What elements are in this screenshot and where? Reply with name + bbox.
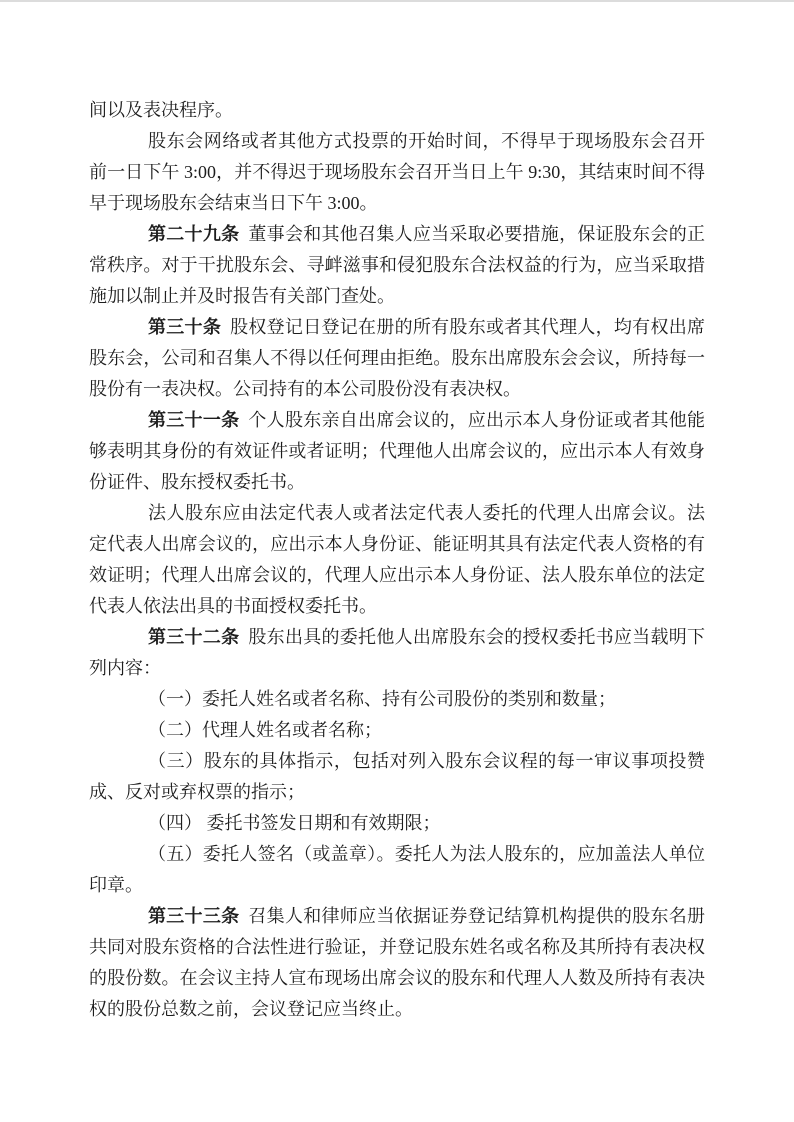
paragraph-text: （三）股东的具体指示，包括对列入股东会议程的每一审议事项投赞成、反对或弃权票的指示；	[89, 751, 705, 802]
article-33-paragraph	[89, 901, 705, 1025]
document-text-block	[89, 95, 705, 1025]
paragraph-text: 个人股东亲自出席会议的，应出示本人身份证或者其他能够表明其身份的有效证件或者证明；代理他人出席会议的，应出示本人有效身份证件、股东授权委托书。	[89, 410, 706, 492]
legal-person-shareholder-paragraph	[89, 498, 705, 622]
article-31-number: 第三十一条	[148, 410, 240, 430]
paragraph-text: 间以及表决程序。	[89, 100, 233, 120]
continuation-paragraph	[89, 95, 705, 126]
paragraph-text: 召集人和律师应当依据证券登记结算机构提供的股东名册共同对股东资格的合法性进行验证，并登记股东姓名或名称及其所持有表决权的股份数。在会议主持人宣布现场出席会议的股东和代理人人数及所持有表决权的股份总数之前，会议登记应当终止。	[89, 906, 706, 1019]
paragraph-text: 股权登记日登记在册的所有股东或者其代理人，均有权出席股东会，公司和召集人不得以任何理由拒绝。股东出席股东会会议，所持每一股份有一表决权。公司持有的本公司股份没有表决权。	[89, 317, 706, 399]
article-30-paragraph	[89, 312, 705, 405]
paragraph-text: （二）代理人姓名或者名称；	[148, 720, 382, 740]
article-32-number: 第三十二条	[148, 627, 240, 647]
article-30-number: 第三十条	[148, 317, 222, 337]
page-edge-line	[0, 0, 794, 2]
online-voting-time-paragraph	[89, 126, 705, 219]
proxy-item-4	[89, 808, 705, 839]
paragraph-text: 董事会和其他召集人应当采取必要措施，保证股东会的正常秩序。对于干扰股东会、寻衅滋事和侵犯股东合法权益的行为，应当采取措施加以制止并及时报告有关部门查处。	[89, 224, 706, 306]
paragraph-text: （五）委托人签名（或盖章）。委托人为法人股东的，应加盖法人单位印章。	[89, 844, 705, 895]
paragraph-text: （一）委托人姓名或者名称、持有公司股份的类别和数量；	[148, 689, 616, 709]
proxy-item-1	[89, 684, 705, 715]
article-31-paragraph	[89, 405, 705, 498]
proxy-item-5	[89, 839, 705, 901]
article-29-number: 第二十九条	[148, 224, 240, 244]
article-33-number: 第三十三条	[148, 906, 240, 926]
paragraph-text: 股东出具的委托他人出席股东会的授权委托书应当载明下列内容：	[89, 627, 706, 678]
paragraph-text: 股东会网络或者其他方式投票的开始时间，不得早于现场股东会召开前一日下午 3:00，并不得迟于现场股东会召开当日上午 9:30，其结束时间不得早于现场股东会结束当日下午 3:00。	[89, 131, 705, 213]
article-29-paragraph	[89, 219, 705, 312]
paragraph-text: （四） 委托书签发日期和有效期限；	[148, 813, 441, 833]
proxy-item-2	[89, 715, 705, 746]
proxy-item-3	[89, 746, 705, 808]
paragraph-text: 法人股东应由法定代表人或者法定代表人委托的代理人出席会议。法定代表人出席会议的，应出示本人身份证、能证明其具有法定代表人资格的有效证明；代理人出席会议的，代理人应出示本人身份证、法人股东单位的法定代表人依法出具的书面授权委托书。	[89, 503, 705, 616]
article-32-paragraph	[89, 622, 705, 684]
